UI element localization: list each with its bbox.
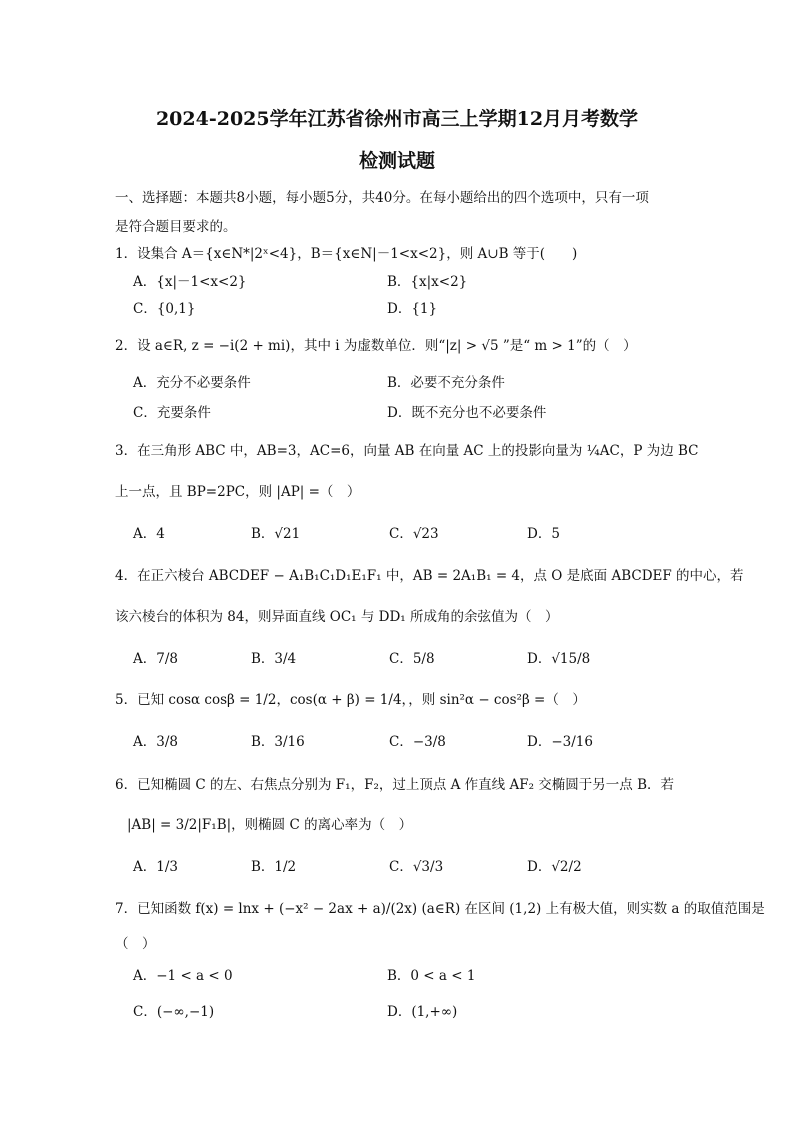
option-b: B．0 < a < 1 xyxy=(387,968,476,984)
option-a: A．7/8 xyxy=(133,651,178,667)
question-stem-cont: 上一点，且 BP=2PC，则 |AP| =（ ） xyxy=(115,484,361,500)
section-intro-line-2: 是符合题目要求的。 xyxy=(115,219,237,235)
question-stem-cont: 该六棱台的体积为 84，则异面直线 OC₁ 与 DD₁ 所成角的余弦值为（ ） xyxy=(115,609,559,625)
option-b: B．3/4 xyxy=(251,651,297,667)
option-b: B．必要不充分条件 xyxy=(387,375,505,391)
question-stem: 3．在三角形 ABC 中，AB=3，AC=6，向量 AB 在向量 AC 上的投影向量为 ¼AC，P 为边 BC xyxy=(115,443,699,459)
option-d: D．√2/2 xyxy=(527,859,582,875)
question-stem: 4．在正六棱台 ABCDEF − A₁B₁C₁D₁E₁F₁ 中，AB = 2A₁B₁ = 4，点 O 是底面 ABCDEF 的中心，若 xyxy=(115,568,744,584)
question-stem: 1．设集合 A＝{x∈N*|2ˣ<4}，B＝{x∈N|－1<x<2}，则 A∪B 等于( ) xyxy=(115,246,578,262)
option-d: D．{1} xyxy=(387,301,438,317)
option-d: D．√15/8 xyxy=(527,651,591,667)
question-stem: 2．设 a∈R, z = −i(2 + mi)，其中 i 为虚数单位．则“|z| > √5 ”是“ m > 1”的（ ） xyxy=(115,338,637,354)
option-c: C．充要条件 xyxy=(133,405,211,421)
option-c: C．√23 xyxy=(389,526,439,542)
page-title: 2024-2025学年江苏省徐州市高三上学期12月月考数学 xyxy=(155,108,639,130)
option-b: B．√21 xyxy=(251,526,301,542)
option-d: D．5 xyxy=(527,526,560,542)
option-a: A．{x|－1<x<2} xyxy=(133,274,247,290)
option-a: A．充分不必要条件 xyxy=(133,375,251,391)
option-c: C．{0,1} xyxy=(133,301,196,317)
option-c: C．−3/8 xyxy=(389,734,446,750)
option-c: C．√3/3 xyxy=(389,859,444,875)
option-d: D．−3/16 xyxy=(527,734,593,750)
option-c: C．5/8 xyxy=(389,651,435,667)
option-b: B．3/16 xyxy=(251,734,305,750)
section-intro-line-1: 一、选择题：本题共8小题，每小题5分，共40分。在每小题给出的四个选项中，只有一项 xyxy=(115,190,649,206)
page-subtitle: 检测试题 xyxy=(358,150,435,172)
question-stem: 6．已知椭圆 C 的左、右焦点分别为 F₁，F₂，过上顶点 A 作直线 AF₂ 交椭圆于另一点 B．若 xyxy=(115,777,675,793)
option-b: B．1/2 xyxy=(251,859,297,875)
option-c: C．(−∞,−1) xyxy=(133,1004,215,1020)
option-b: B．{x|x<2} xyxy=(387,274,468,290)
option-a: A．4 xyxy=(133,526,165,542)
option-a: A．−1 < a < 0 xyxy=(133,968,233,984)
option-d: D．(1,+∞) xyxy=(387,1004,458,1020)
question-stem-cont: （ ） xyxy=(115,936,156,952)
option-a: A．3/8 xyxy=(133,734,178,750)
question-stem-cont: |AB| = 3/2|F₁B|，则椭圆 C 的离心率为（ ） xyxy=(127,817,413,833)
option-d: D．既不充分也不必要条件 xyxy=(387,405,547,421)
option-a: A．1/3 xyxy=(133,859,178,875)
question-stem: 5．已知 cosα cosβ = 1/2，cos(α + β) = 1/4，，则 sin²α − cos²β =（ ） xyxy=(115,692,586,708)
question-stem: 7．已知函数 f(x) = lnx + (−x² − 2ax + a)/(2x) (a∈R) 在区间 (1,2) 上有极大值，则实数 a 的取值范围是 xyxy=(115,901,765,917)
